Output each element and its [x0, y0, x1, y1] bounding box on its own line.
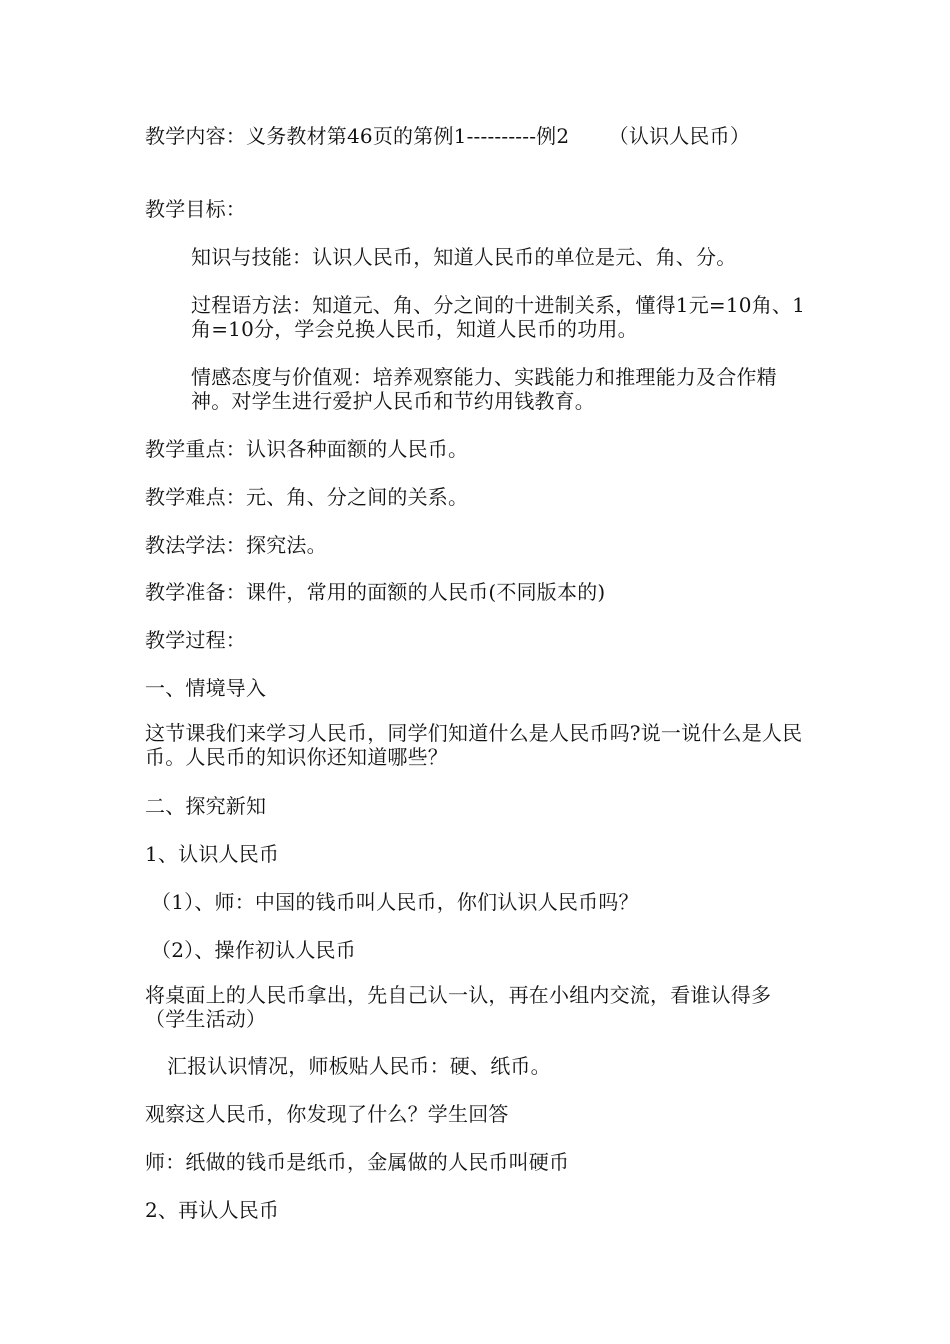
step-1: 1、认识人民币 — [145, 842, 280, 866]
section-explore: 二、探究新知 — [145, 794, 267, 818]
report-text: 汇报认识情况，师板贴人民币：硬、纸币。 — [167, 1054, 551, 1078]
step-1-1: （1）、师：中国的钱币叫人民币，你们认识人民币吗？ — [151, 890, 639, 914]
objective-knowledge: 知识与技能：认识人民币，知道人民币的单位是元、角、分。 — [191, 245, 737, 269]
preparation: 教学准备：课件，常用的面额的人民币(不同版本的) — [145, 580, 606, 604]
activity-text: 将桌面上的人民币拿出，先自己认一认，再在小组内交流，看谁认得多（学生活动） — [145, 983, 772, 1031]
observe-text: 观察这人民币，你发现了什么？学生回答 — [145, 1102, 509, 1126]
teaching-content: 教学内容：义务教材第46页的第例1----------例2 （认识人民币） — [145, 124, 751, 148]
difficulty: 教学难点：元、角、分之间的关系。 — [145, 485, 469, 509]
objective-emotion: 情感态度与价值观：培养观察能力、实践能力和推理能力及合作精神。对学生进行爱护人民币和节约用钱教育。 — [191, 365, 777, 413]
objective-process: 过程语方法：知道元、角、分之间的十进制关系，懂得1元=10角、1 角=10分，学会兑换人民币，知道人民币的功用。 — [191, 293, 812, 341]
teacher-explain: 师：纸做的钱币是纸币，金属做的人民币叫硬币 — [145, 1150, 570, 1174]
process-heading: 教学过程： — [145, 628, 246, 652]
method: 教法学法：探究法。 — [145, 533, 327, 557]
objectives-heading: 教学目标： — [145, 197, 246, 221]
section-situation-intro: 一、情境导入 — [145, 676, 267, 700]
intro-text: 这节课我们来学习人民币，同学们知道什么是人民币吗?说一说什么是人民币。人民币的知识你还知道哪些？ — [145, 721, 803, 769]
step-1-2: （2）、操作初认人民币 — [151, 938, 356, 962]
key-point: 教学重点：认识各种面额的人民币。 — [145, 437, 469, 461]
step-2: 2、再认人民币 — [145, 1198, 280, 1222]
